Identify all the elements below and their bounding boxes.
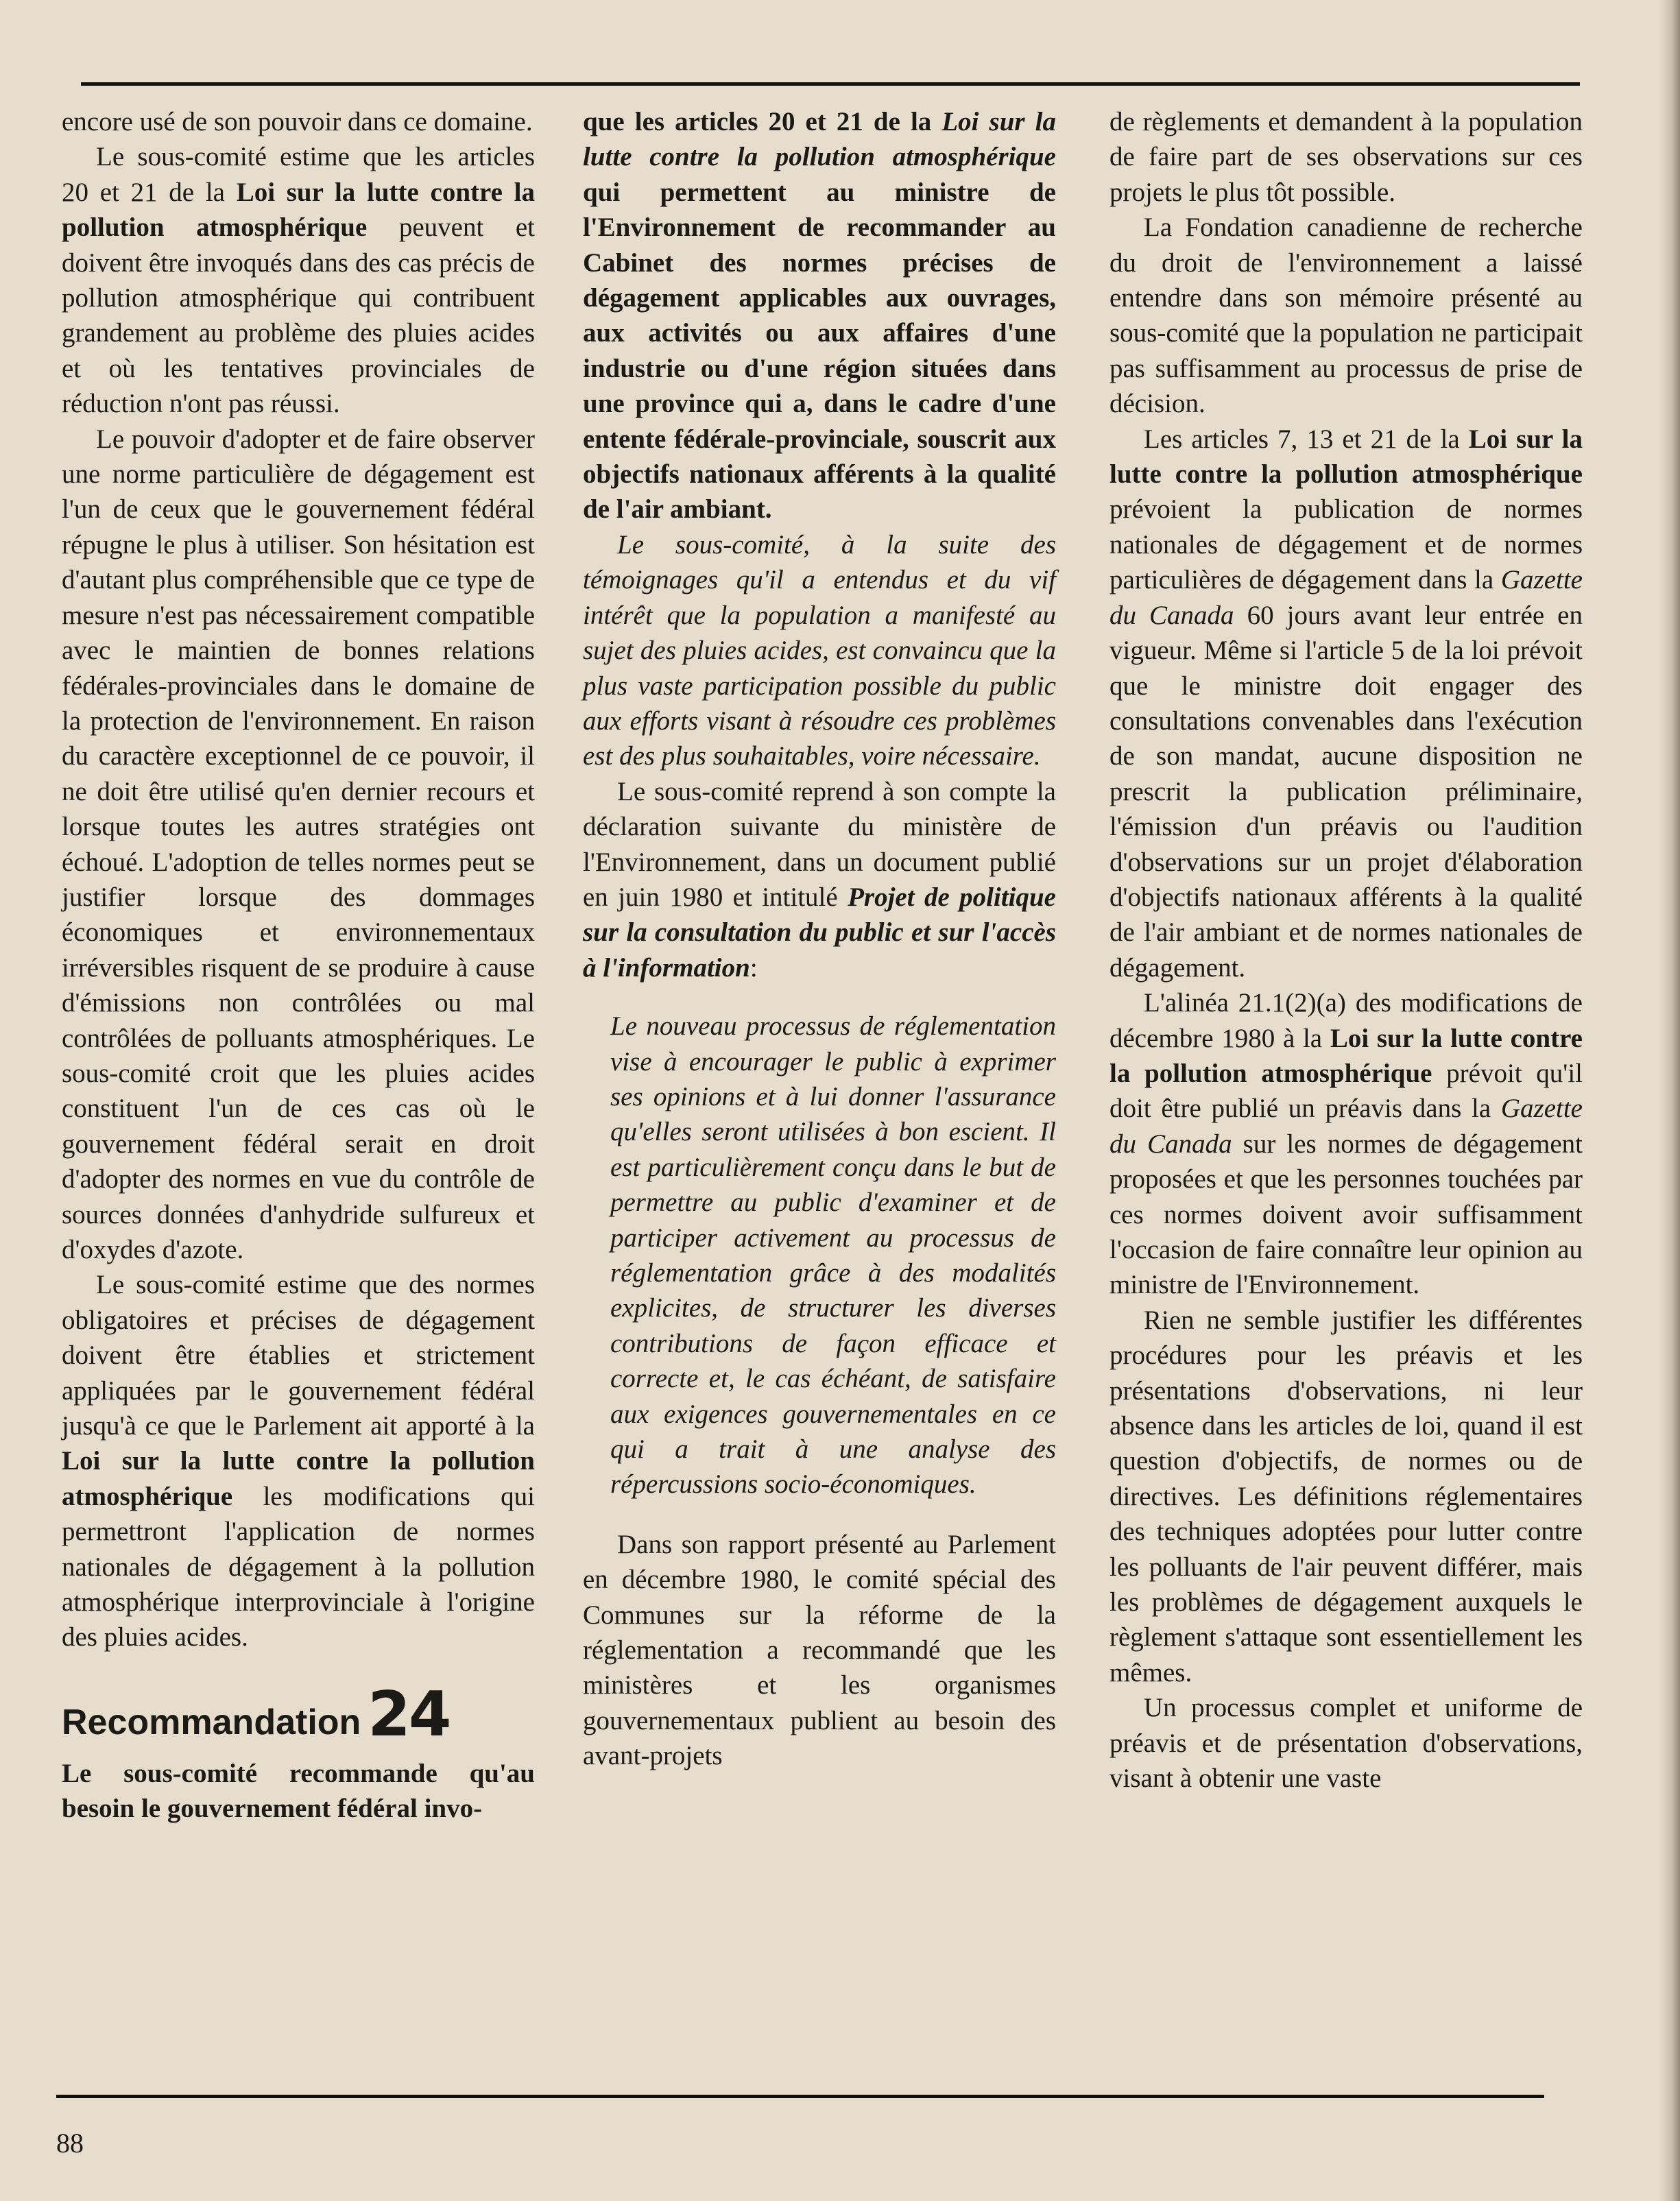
recommendation-text-continued xyxy=(583,104,1056,527)
paragraph: de règlements et demandent à la population de faire part de ses observations sur ces projets le plus tôt possible. xyxy=(1109,107,1583,207)
law-title: Loi sur la lutte contre la pollution atmosphérique xyxy=(62,177,535,243)
paragraph xyxy=(62,139,535,421)
law-title: Loi sur la lutte contre la pollution atmosphérique xyxy=(62,1446,535,1511)
text-run: qui permettent au ministre de l'Environnement de recommander au Cabinet des normes précises de dégagement applicables aux ouvrages, aux activités ou aux affaires d'une industrie ou d'une région situées dans une province qui a, dans le cadre d'une entente fédérale-provinciale, souscrit aux objectifs nationaux afférents à la qualité de l'air ambiant. xyxy=(583,177,1056,525)
page-edge-shadow xyxy=(1659,0,1680,2201)
law-title: Loi sur la lutte contre la pollution atmosphérique xyxy=(1109,424,1583,490)
text-run: Le sous-comité estime que les articles 20 et 21 de la xyxy=(62,142,535,207)
paragraph xyxy=(62,1267,535,1655)
column-1 xyxy=(62,104,535,1827)
paragraph: Le pouvoir d'adopter et de faire observer une norme particulière de dégagement est l'un de ceux que le gouvernement fédéral répugne le plus à utiliser. Son hésitation est d'autant plus compréhensible que ce type de mesure n'est pas nécessairement compatible avec le maintien de bonnes relations fédérales-provinciales dans le domaine de la protection de l'environnement. En raison du caractère exceptionnel de ce pouvoir, il ne doit être utilisé qu'en dernier recours et lorsque toutes les autres stratégies ont échoué. L'adoption de telles normes peut se justifier lorsque des dommages économiques et environnementaux irréversibles risquent de se produire à cause d'émissions non contrôlées ou mal contrôlées de polluants atmosphériques. Le sous-comité croit que les pluies acides constituent l'un de ces cas où le gouvernement fédéral serait en droit d'adopter des normes en vue du contrôle de sources données d'anhydride sulfureux et d'oxydes d'azote. xyxy=(62,424,535,1264)
paragraph: Dans son rapport présenté au Parlement en décembre 1980, le comité spécial des Communes sur la réforme de la réglementation a recommandé que les ministères et les organismes gouvernementaux publient au besoin des avant-projets xyxy=(583,1529,1056,1771)
text-run: sur les normes de dégagement proposées et que les personnes touchées par ces normes doivent avoir suffisamment l'occasion de faire connaître leur opinion au ministre de l'Environnement. xyxy=(1109,1129,1583,1300)
text-run: prévoient la publication de normes nationales de dégagement et de normes particulières de dégagement dans la xyxy=(1109,494,1583,595)
paragraph xyxy=(1109,985,1583,1303)
recommendation-label: Recommandation xyxy=(62,1702,361,1742)
paragraph: Le sous-comité, à la suite des témoignages qu'il a entendus et du vif intérêt que la population a manifesté au sujet des pluies acides, est convaincu que la plus vaste participation possible du public aux efforts visant à résoudre ces problèmes est des plus souhaitables, voire nécessaire. xyxy=(583,529,1056,771)
law-title: Loi sur la lutte contre la pollution atmosphérique xyxy=(583,107,1056,172)
paragraph: encore usé de son pouvoir dans ce domaine. xyxy=(62,107,533,136)
column-3 xyxy=(1109,104,1583,1796)
paragraph: La Fondation canadienne de recherche du droit de l'environnement a laissé entendre dans son mémoire présenté au sous-comité que la population ne participait pas suffisamment au processus de prise de décision. xyxy=(1109,213,1583,419)
bottom-rule xyxy=(56,2095,1544,2098)
text-run: Le sous-comité estime que des normes obligatoires et précises de dégagement doivent être établies et strictement appliquées par le gouvernement fédéral jusqu'à ce que le Parlement ait apporté à la xyxy=(62,1270,535,1441)
text-run: les modifications qui permettront l'application de normes nationales de dégagement à la pollution atmosphérique interprovinciale à l'origine des pluies acides. xyxy=(62,1481,535,1652)
column-2 xyxy=(583,104,1056,1774)
page-number: 88 xyxy=(56,2128,84,2158)
top-rule xyxy=(81,82,1580,86)
text-run: L'alinéa 21.1(2)(a) des modifications de décembre 1980 à la xyxy=(1109,988,1583,1053)
text-run: que les articles 20 et 21 de la xyxy=(583,107,942,136)
recommendation-heading xyxy=(62,1678,535,1751)
publication-title: Gazette du Canada xyxy=(1109,1094,1583,1159)
text-run: Les articles 7, 13 et 21 de la xyxy=(1144,424,1469,454)
block-quote: Le nouveau processus de réglementation vise à encourager le public à exprimer ses opinions et à lui donner l'assurance qu'elles seront utilisées à bon escient. Il est particulièrement conçu dans le but de permettre au public d'examiner et de participer activement au processus de réglementation grâce à des modalités explicites, de structurer les diverses contributions de façon efficace et correcte et, le cas échéant, de satisfaire aux exigences gouvernementales en ce qui a trait à une analyse des répercussions socio-économiques. xyxy=(610,1011,1056,1500)
recommendation-text: Le sous-comité recommande qu'au besoin le gouvernement fédéral invo- xyxy=(62,1758,535,1824)
paragraph xyxy=(583,774,1056,985)
paragraph xyxy=(1109,422,1583,986)
paragraph: Un processus complet et uniforme de préavis et de présentation d'observations, visant à obtenir une vaste xyxy=(1109,1693,1583,1794)
text-run: 60 jours avant leur entrée en vigueur. Même si l'article 5 de la loi prévoit que le ministre doit engager des consultations convenables dans l'exécution de son mandat, aucune disposition ne prescrit la publication préliminaire, l'émission d'un préavis ou l'audition d'observations sur un projet d'élaboration d'objectifs nationaux afférents à la qualité de l'air ambiant et de normes nationales de dégagement. xyxy=(1109,600,1583,983)
document-title: Projet de politique sur la consultation du public et sur l'accès à l'information xyxy=(583,882,1056,983)
recommendation-number: 24 xyxy=(368,1678,450,1751)
text-run: prévoit qu'il doit être publié un préavis dans la xyxy=(1109,1058,1583,1124)
text-run: : xyxy=(749,952,758,983)
text-run: Le sous-comité reprend à son compte la déclaration suivante du ministère de l'Environnement, dans un document publié en juin 1980 et intitulé xyxy=(583,776,1056,912)
publication-title: Gazette du Canada xyxy=(1109,565,1583,630)
law-title: Loi sur la lutte contre la pollution atmosphérique xyxy=(1109,1023,1583,1088)
text-run: peuvent et doivent être invoqués dans des cas précis de pollution atmosphérique qui contribuent grandement au problème des pluies acides et où les tentatives provinciales de réduction n'ont pas réussi. xyxy=(62,213,535,419)
paragraph: Rien ne semble justifier les différentes procédures pour les préavis et les présentations d'observations, ni leur absence dans les articles de loi, quand il est question d'objectifs, de normes ou de directives. Les définitions réglementaires des techniques adoptées pour lutter contre les polluants de l'air peuvent différer, mais les problèmes de dégagement auxquels le règlement s'attaque sont essentiellement les mêmes. xyxy=(1109,1305,1583,1687)
